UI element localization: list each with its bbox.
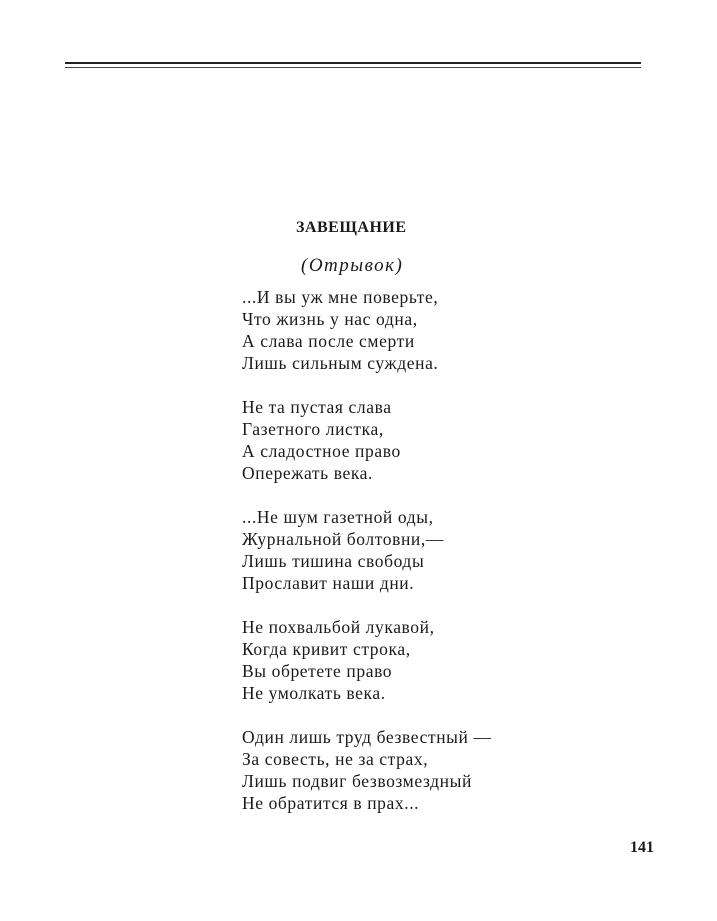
poem-line: ...И вы уж мне поверьте, [242, 287, 439, 307]
poem-line: Не умолкать века. [242, 683, 386, 703]
poem-line: Лишь подвиг безвозмездный [242, 771, 472, 791]
poem-line: Не похвальбой лукавой, [242, 617, 435, 637]
poem-line: А сладостное право [242, 441, 401, 461]
poem-line: Что жизнь у нас одна, [242, 309, 418, 329]
poem-line: Газетного листка, [242, 419, 384, 439]
header-rule [65, 62, 641, 64]
poem-line: Когда кривит строка, [242, 639, 411, 659]
poem-body [242, 286, 582, 836]
poem-line: Журнальной болтовни,— [242, 529, 444, 549]
poem-title: ЗАВЕЩАНИЕ [296, 219, 407, 236]
poem-line: За совесть, не за страх, [242, 749, 429, 769]
poem-line: Один лишь труд безвестный — [242, 727, 492, 747]
poem-line: Вы обретете право [242, 661, 393, 681]
poem-line: А слава после смерти [242, 331, 415, 351]
poem-line: Не обратится в прах... [242, 793, 420, 813]
poem-line: Лишь тишина свободы [242, 551, 425, 571]
poem-line: ...Не шум газетной оды, [242, 507, 434, 527]
poem-line: Лишь сильным суждена. [242, 353, 439, 373]
stanza [242, 726, 582, 814]
stanza [242, 506, 582, 594]
stanza [242, 286, 582, 374]
header-rule-thin [65, 67, 641, 68]
stanza [242, 396, 582, 484]
poem-subtitle: (Отрывок) [301, 255, 404, 276]
page-number: 141 [630, 839, 654, 856]
poem-line: Прославит наши дни. [242, 573, 415, 593]
poem-line: Не та пустая слава [242, 397, 392, 417]
stanza [242, 616, 582, 704]
poem-line: Опережать века. [242, 463, 374, 483]
